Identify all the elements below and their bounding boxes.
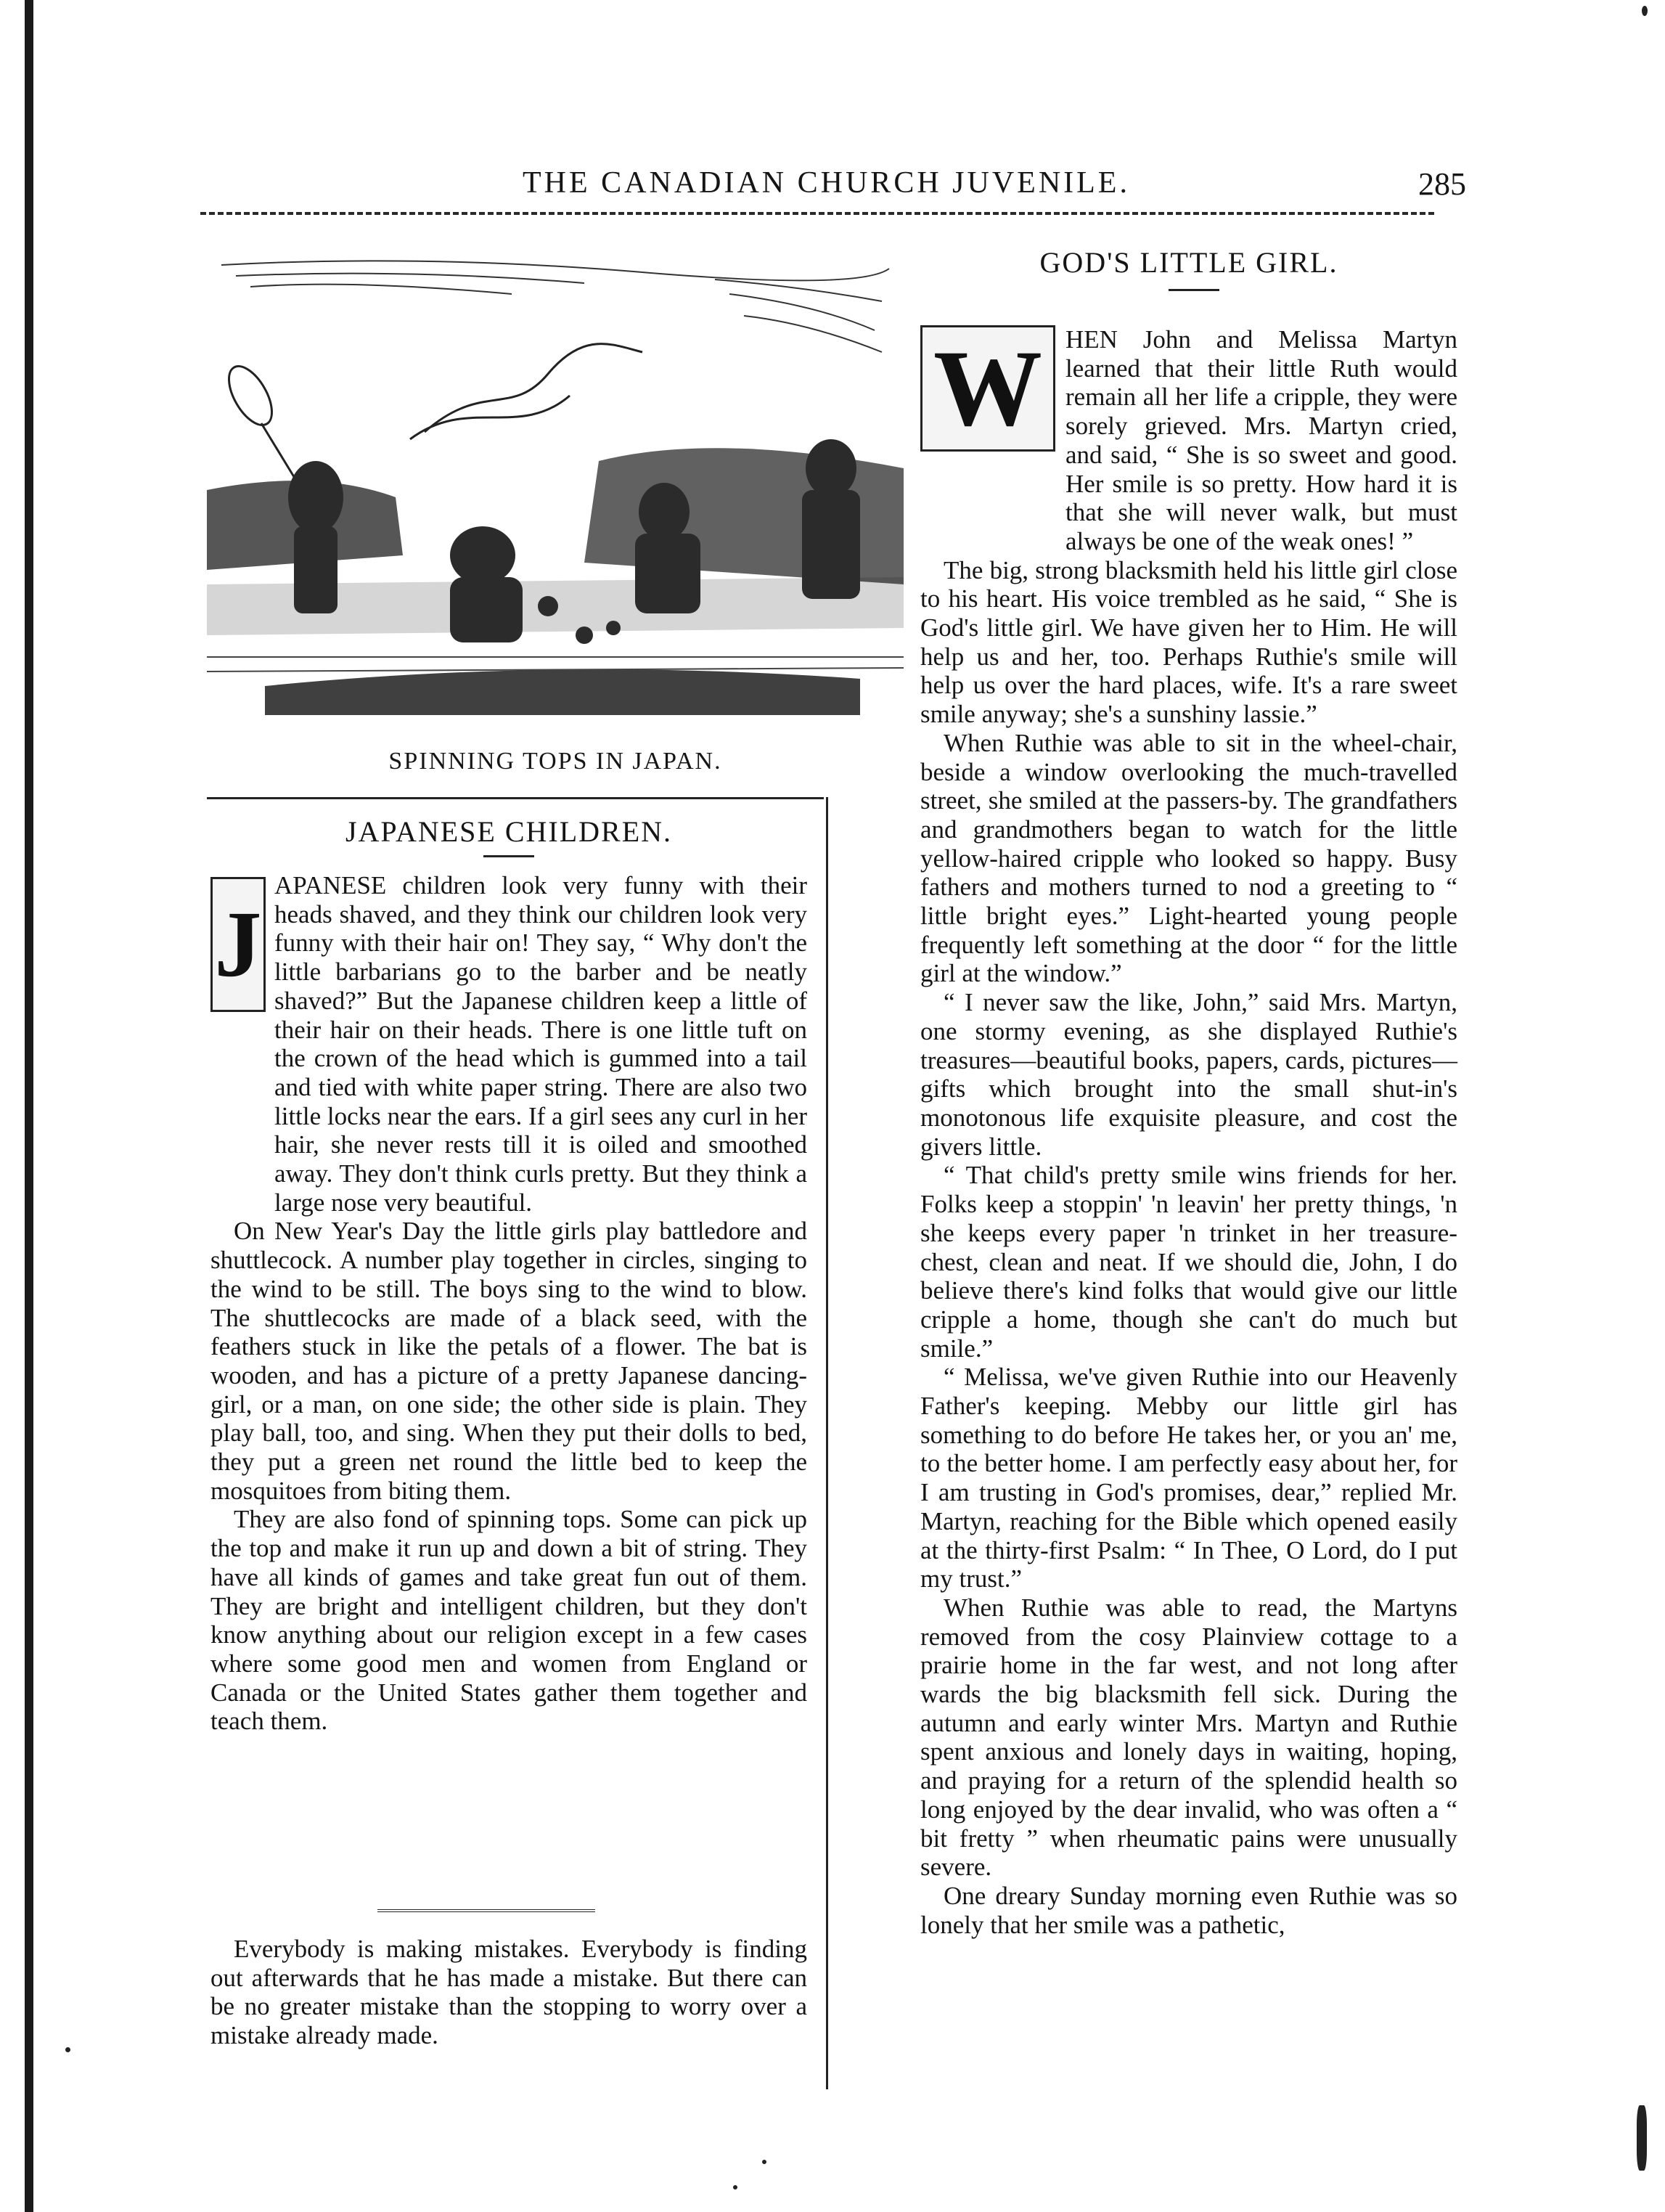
binding-edge: [25, 0, 33, 2212]
title-rule: [483, 855, 534, 857]
story-paragraph: “ That child's pretty smile wins friends for her. Folks keep a stoppin' 'n leavin' her pretty things, 'n she keeps every paper 'n trinket in her treasure-chest, clean and neat. If we should die, John, I do believe there's kind folks that would give our little cripple a home, though she can't do much but smile.”: [920, 1161, 1457, 1363]
story-title: GOD'S LITTLE GIRL.: [1039, 246, 1338, 279]
scan-speck: [1637, 2105, 1647, 2171]
title-rule: [1169, 289, 1219, 291]
story-paragraph: When Ruthie was able to read, the Martyns removed from the cosy Plainview cottage to a prairie home in the far west, and not long after wards the big blacksmith fell sick. During the autumn and early winter Mrs. Martyn and Ruthie spent anxious and lonely days in waiting, hoping, and praying for a return of the splendid health so long enjoyed by the dear invalid, who was often a “ bit fretty ” when rheumatic pains were unusually severe.: [920, 1593, 1457, 1882]
article-body: [210, 871, 807, 1736]
story-paragraph: One dreary Sunday morning even Ruthie was so lonely that her smile was a pathetic,: [920, 1881, 1457, 1939]
story-opening: HEN John and Melissa Martyn learned that their little Ruth would remain all her life a cripple, they were sorely grieved. Mrs. Martyn cried, and said, “ She is so sweet and good. Her smile is so pretty. How hard it is that she will never walk, but must always be one of the weak ones! ”: [1065, 325, 1457, 555]
story-paragraph: “ I never saw the like, John,” said Mrs. Martyn, one stormy evening, as she displayed Ruthie's treasures—beautiful books, papers, cards, pictures—gifts which brought into the small shut-in's monotonous life exquisite pleasure, and cost the givers little.: [920, 988, 1457, 1161]
closing-paragraph: Everybody is making mistakes. Everybody is finding out afterwards that he has made a mistake. But there can be no greater mistake than the stopping to worry over a mistake already made.: [210, 1935, 807, 2050]
header-rule: [200, 212, 1434, 215]
page-number: 285: [1418, 166, 1466, 202]
figure-caption: SPINNING TOPS IN JAPAN.: [388, 748, 722, 775]
scan-speck: [733, 2185, 737, 2189]
article-paragraph: On New Year's Day the little girls play battledore and shuttlecock. A number play together in circles, singing to the wind to be still. The boys sing to the wind to blow. The shuttlecocks are made of a black seed, with the feathers stuck in like the petals of a flower. The bat is wooden, and has a picture of a pretty Japanese dancing-girl, or a man, on one side; the other side is plain. They play ball, too, and sing. When they put their dolls to bed, they put a green net round the little bed to keep the mosquitoes from biting them.: [210, 1217, 807, 1505]
scan-speck: [762, 2160, 766, 2164]
story-body: [920, 325, 1457, 1939]
column-rule: [207, 797, 824, 799]
drop-cap: J: [210, 877, 266, 1012]
story-paragraph: When Ruthie was able to sit in the wheel-chair, beside a window overlooking the much-travelled street, she smiled at the passers-by. The grandfathers and grandmothers began to watch for the little yellow-haired cripple who looked so happy. Busy fathers and mothers turned to nod a greeting to “ little bright eyes.” Light-hearted young people frequently left something at the door “ for the little girl at the window.”: [920, 728, 1457, 988]
drop-cap: W: [920, 325, 1055, 452]
running-head: THE CANADIAN CHURCH JUVENILE.: [523, 166, 1130, 200]
separator-rule: [377, 1909, 595, 1912]
closing-note: [210, 1935, 807, 2050]
article-paragraph: They are also fond of spinning tops. Some can pick up the top and make it run up and down a bit of string. They have all kinds of games and take great fun out of them. They are bright and intelligent children, but they don't know anything about our religion except in a few cases where some good men and women from England or Canada or the United States gather them together and teach them.: [210, 1505, 807, 1736]
story-paragraph: The big, strong blacksmith held his little girl close to his heart. His voice trembled as he said, “ She is God's little girl. We have given her to Him. He will help us and her, too. Perhaps Ruthie's smile will help us over the hard places, wife. It's a rare sweet smile anyway; she's a sunshiny lassie.”: [920, 555, 1457, 729]
scan-speck: [1642, 6, 1648, 16]
scan-speck: [65, 2047, 70, 2052]
spinning-tops-illustration: [207, 250, 904, 722]
column-divider: [826, 797, 828, 2089]
story-paragraph: “ Melissa, we've given Ruthie into our Heavenly Father's keeping. Mebby our little girl has something to do before He takes her, or you an' me, to the better home. I am perfectly easy about her, for I am trusting in God's promises, dear,” replied Mr. Martyn, reaching for the Bible which opened easily at the thirty-first Psalm: “ In Thee, O Lord, do I put my trust.”: [920, 1363, 1457, 1593]
article-paragraph: APANESE children look very funny with their heads shaved, and they think our children look very funny with their hair on! They say, “ Why don't the little barbarians go to the barber and be neatly shaved?” But the Japanese children keep a little of their hair on their heads. There is one little tuft on the crown of the head which is gummed into a tail and tied with white paper string. There are also two little locks near the ears. If a girl sees any curl in her hair, she never rests till it is oiled and smoothed away. They don't think curls pretty. But they think a large nose very beautiful.: [274, 871, 807, 1217]
article-title: JAPANESE CHILDREN.: [345, 815, 673, 848]
page-header: [189, 166, 1466, 209]
